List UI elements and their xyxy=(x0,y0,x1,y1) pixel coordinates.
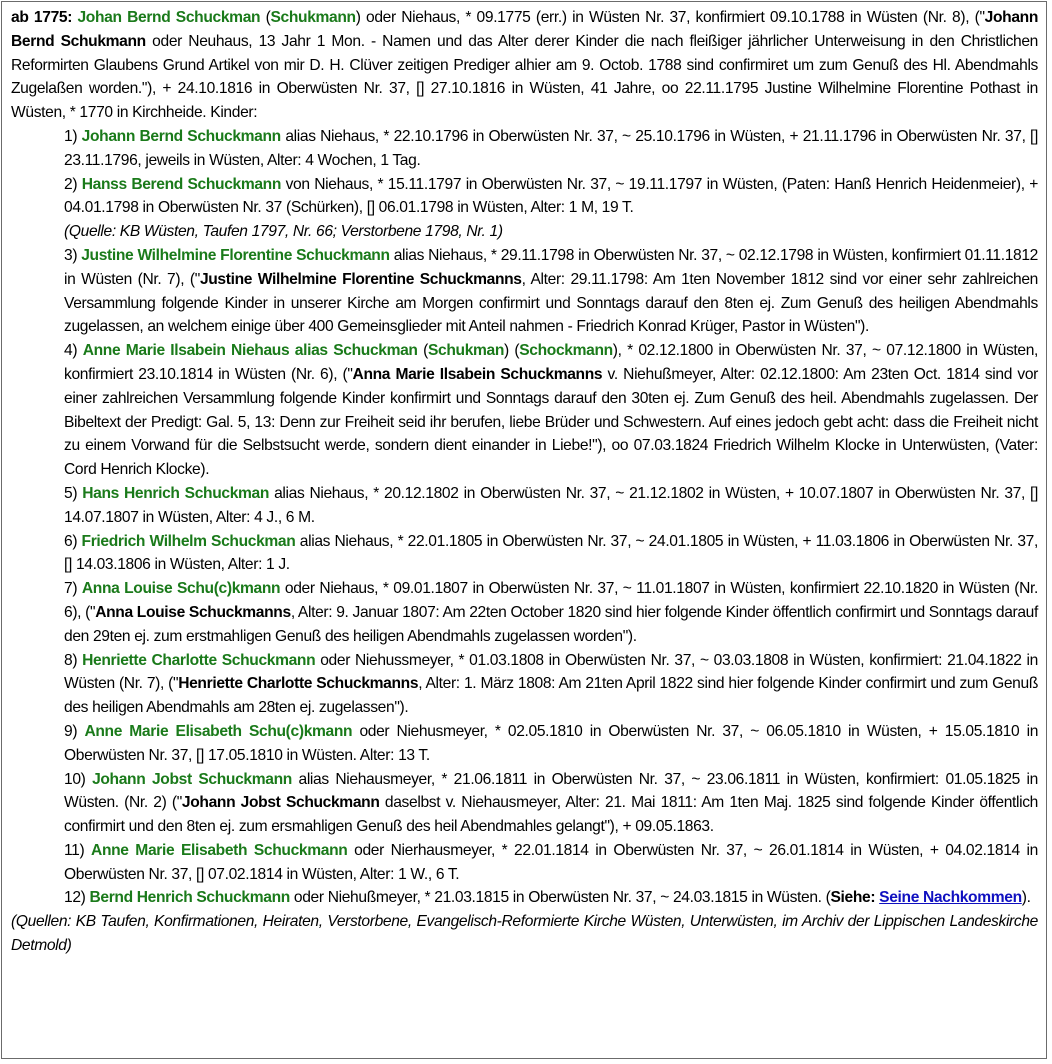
family-head-paragraph: ab 1775: Johan Bernd Schuckman (Schukmann) oder Niehaus, * 09.1775 (err.) in Wüsten Nr. 37, konfirmiert 09.10.1788 in Wüsten (Nr. 8), ("Johann Bernd Schukmann oder Neuhaus, 13 Jahr 1 Mon. - Namen und das Alter derer Kinder die nach fleißiger jährlicher Unterweisung in den Christlichen Reformirten Glaubens Grund Artikel von mir D. H. Clüver zeitigen Prediger alhier am 9. Octob. 1788 sind confirmiret um zum Genuß des Hl. Abendmahls Zugelaßen worden."), + 24.10.1816 in Oberwüsten Nr. 37, [] 27.10.1816 in Wüsten, 41 Jahre, oo 22.11.1795 Justine Wilhelmine Florentine Pothast in Wüsten, * 1770 in Kirchheide. Kinder: xyxy=(11,9,1039,122)
child-entry-9: 9) Anne Marie Elisabeth Schu(c)kmann oder Niehusmeyer, * 02.05.1810 in Oberwüsten Nr. 37, ~ 06.05.1810 in Wüsten, + 15.05.1810 in Oberwüsten Nr. 37, [] 17.05.1810 in Wüsten. Alter: 13 T. xyxy=(64,722,1039,764)
child-entry-10: 10) Johann Jobst Schuckmann alias Niehausmeyer, * 21.06.1811 in Oberwüsten Nr. 37, ~ 23.06.1811 in Wüsten, konfirmiert: 01.05.1825 in Wüsten. (Nr. 2) ("Johann Jobst Schuckmann daselbst v. Niehausmeyer, Alter: 21. Mai 1811: Am 1ten Maj. 1825 sind folgende Kinder öffentlich confirmirt und den 8ten ej. zum ersmahligen Genuß des heil Abendmahles gelangt"), + 09.05.1863. xyxy=(64,770,1038,836)
child-name: Anne Marie Elisabeth Schu(c)kmann xyxy=(84,722,353,740)
child-name: Henriette Charlotte Schuckmann xyxy=(82,651,316,669)
child-entry-3: 3) Justine Wilhelmine Florentine Schuckmann alias Niehaus, * 29.11.1798 in Oberwüsten Nr. 37, ~ 02.12.1798 in Wüsten, konfirmiert 01.11.1812 in Wüsten (Nr. 7), ("Justine Wilhelmine Florentine Schuckmanns, Alter: 29.11.1798: Am 1ten November 1812 sind vor einer sehr zahlreichen Versammlung folgende Kinder in unserer Kirche am Morgen confirmirt und Sonntags darauf den 8ten ej. Zum Genuß des heiligen Abendmahls zugelassen, an welchem einige über 400 Gemeinsglieder mit Anteil nahmen - Friedrich Konrad Krüger, Pastor in Wüsten"). xyxy=(64,246,1039,336)
child-entry-5: 5) Hans Henrich Schuckman alias Niehaus, * 20.12.1802 in Oberwüsten Nr. 37, ~ 21.12.1802 in Wüsten, + 10.07.1807 in Oberwüsten Nr. 37, [] 14.07.1807 in Wüsten, Alter: 4 J., 6 M. xyxy=(64,484,1038,526)
child-entry-2: 2) Hanss Berend Schuckmann von Niehaus, * 15.11.1797 in Oberwüsten Nr. 37, ~ 19.11.1797 in Wüsten, (Paten: Hanß Henrich Heidenmeier), + 04.01.1798 in Oberwüsten Nr. 37 (Schürken), [] 06.01.1798 in Wüsten, Alter: 1 M, 19 T. xyxy=(64,175,1039,217)
child-name: Johann Bernd Schuckmann xyxy=(81,127,281,145)
descendants-link[interactable]: Seine Nachkommen xyxy=(879,889,1022,907)
child-entry-11: 11) Anne Marie Elisabeth Schuckmann oder Nierhausmeyer, * 22.01.1814 in Oberwüsten Nr. 37, ~ 26.01.1814 in Wüsten, + 04.02.1814 in Oberwüsten Nr. 37, [] 07.02.1814 in Wüsten, Alter: 1 W., 6 T. xyxy=(64,841,1038,883)
child-name: Anna Louise Schu(c)kmann xyxy=(81,580,281,598)
child-name: Bernd Henrich Schuckmann xyxy=(89,889,290,907)
record-name: Henriette Charlotte Schuckmanns xyxy=(178,675,419,693)
genealogy-entry xyxy=(1,1,1047,1059)
head-prefix: ab 1775: xyxy=(11,9,78,26)
child-name: Johann Jobst Schuckmann xyxy=(92,770,292,788)
see-label: Siehe: xyxy=(830,889,880,907)
child-entry-4: 4) Anne Marie Ilsabein Niehaus alias Schuckman (Schukman) (Schockmann), * 02.12.1800 in Oberwüsten Nr. 37, ~ 07.12.1800 in Wüsten, konfirmiert 23.10.1814 in Wüsten (Nr. 6), ("Anna Marie Ilsabein Schuckmanns v. Niehußmeyer, Alter: 02.12.1800: Am 23ten Oct. 1814 sind vor einer zahlreichen Versammlung folgende Kinder konfirmirt und Sonntags darauf den 30ten ej. Zum Genuß des heil. Abendmahls zugelassen. Der Bibeltext der Predigt: Gal. 5, 13: Denn zur Freiheit seid ihr berufen, liebe Brüder und Schwestern. Auf eines jedoch gebt acht: dass die Freiheit nicht zu einem Vorwand für die Selbstsucht werde, sondern dient einander in Liebe!"), oo 07.03.1824 Friedrich Wilhelm Klocke in Unterwüsten, (Vater: Cord Henrich Klocke). xyxy=(64,342,1038,479)
child-entry-12: 12) Bernd Henrich Schuckmann oder Niehußmeyer, * 21.03.1815 in Oberwüsten Nr. 37, ~ 24.03.1815 in Wüsten. (Siehe: Seine Nachkommen). xyxy=(64,889,1031,907)
head-name-variant: Schukmann xyxy=(270,9,356,26)
head-name: Johan Bernd Schuckman xyxy=(77,9,261,26)
child-name: Hanss Berend Schuckmann xyxy=(81,175,282,193)
child-entry-6: 6) Friedrich Wilhelm Schuckman alias Niehaus, * 22.01.1805 in Oberwüsten Nr. 37, ~ 24.01.1805 in Wüsten, + 11.03.1806 in Oberwüsten Nr. 37, [] 14.03.1806 in Wüsten, Alter: 1 J. xyxy=(64,532,1038,574)
record-name: Anna Marie Ilsabein Schuckmanns xyxy=(352,365,603,383)
child-name-variant: Schockmann xyxy=(519,342,613,360)
sources-footer: (Quellen: KB Taufen, Konfirmationen, Heiraten, Verstorbene, Evangelisch-Reformierte Kirche Wüsten, Unterwüsten, im Archiv der Lippischen Landeskirche Detmold) xyxy=(11,913,1038,955)
child-entry-8: 8) Henriette Charlotte Schuckmann oder Niehussmeyer, * 01.03.1808 in Oberwüsten Nr. 37, ~ 03.03.1808 in Wüsten, konfirmiert: 21.04.1822 in Wüsten (Nr. 7), ("Henriette Charlotte Schuckmanns, Alter: 1. März 1808: Am 21ten April 1822 sind hier folgende Kinder confirmirt und zum Genuß des heiligen Abendmahls am 28ten ej. zugelassen"). xyxy=(64,651,1038,717)
child-entry-1: 1) Johann Bernd Schuckmann alias Niehaus, * 22.10.1796 in Oberwüsten Nr. 37, ~ 25.10.1796 in Wüsten, + 21.11.1796 in Oberwüsten Nr. 37, [] 23.11.1796, jeweils in Wüsten, Alter: 4 Wochen, 1 Tag. xyxy=(64,127,1039,169)
child-entry-7: 7) Anna Louise Schu(c)kmann oder Niehaus, * 09.01.1807 in Oberwüsten Nr. 37, ~ 11.01.1807 in Wüsten, konfirmiert 22.10.1820 in Wüsten (Nr. 6), ("Anna Louise Schuckmanns, Alter: 9. Januar 1807: Am 22ten October 1820 sind hier folgende Kinder öffentlich confirmirt und Sonntags darauf den 29ten ej. zum erstmahligen Genuß des heiligen Abendmahls zugelassen worden"). xyxy=(64,580,1038,645)
child-name-variant: Schukman xyxy=(427,342,505,360)
child-name: Anne Marie Ilsabein Niehaus alias Schuckman xyxy=(82,342,418,360)
head-record-name: Johann Bernd Schukmann xyxy=(11,9,1039,50)
child-name: Justine Wilhelmine Florentine Schuckmann xyxy=(81,246,390,264)
child-name: Friedrich Wilhelm Schuckman xyxy=(81,532,296,550)
record-name: Justine Wilhelmine Florentine Schuckmanns xyxy=(199,270,522,288)
record-name: Johann Jobst Schuckmann xyxy=(181,794,380,812)
child-2-source: (Quelle: KB Wüsten, Taufen 1797, Nr. 66; Verstorbene 1798, Nr. 1) xyxy=(64,223,503,241)
child-name: Hans Henrich Schuckman xyxy=(82,484,270,502)
child-name: Anne Marie Elisabeth Schuckmann xyxy=(91,841,348,859)
record-name: Anna Louise Schuckmanns xyxy=(95,603,291,621)
